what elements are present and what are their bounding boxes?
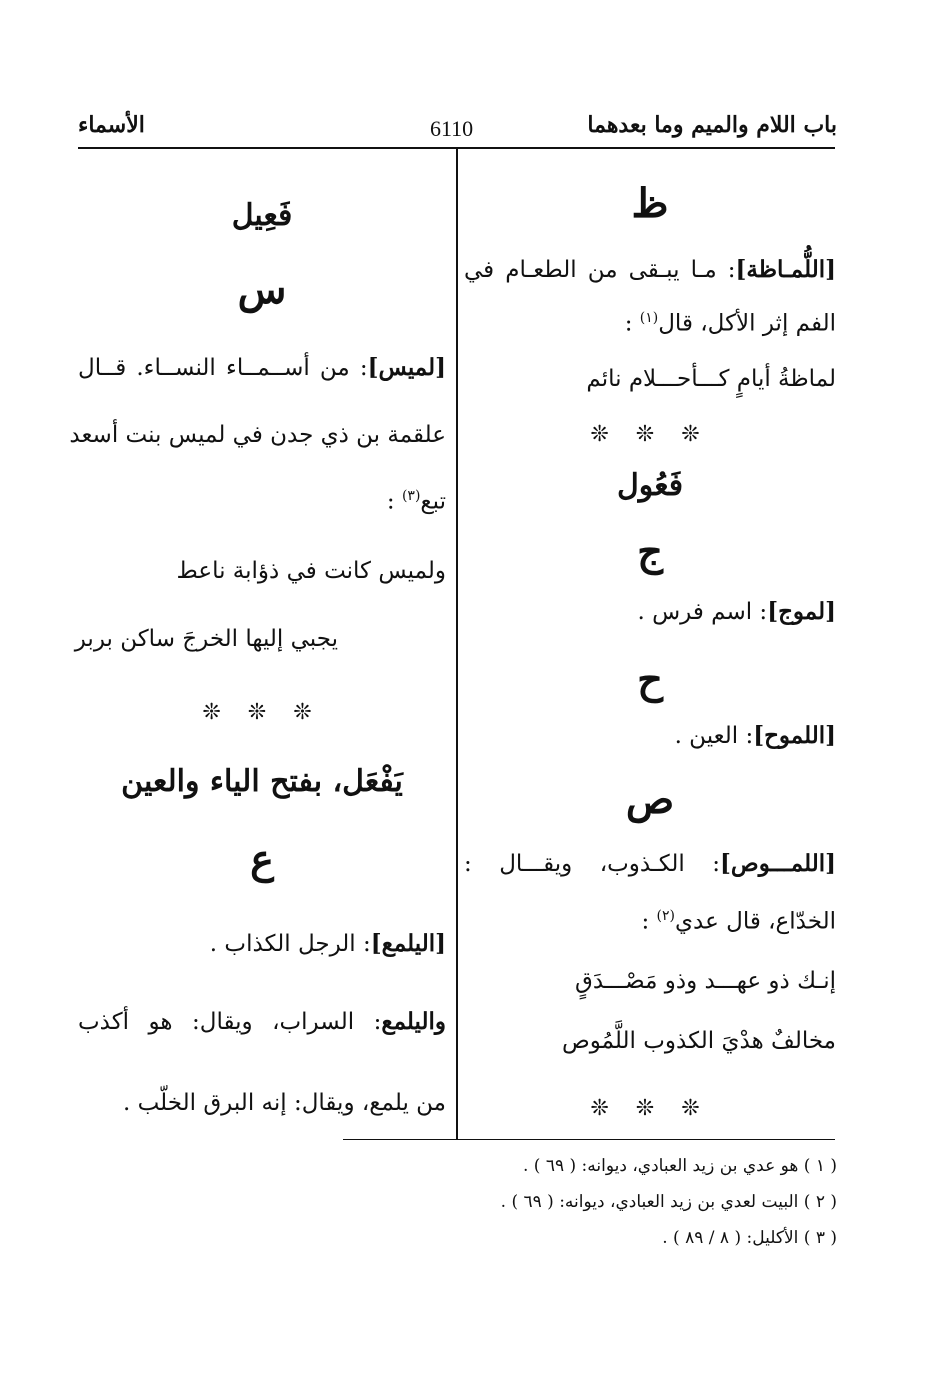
entry-headword: [اللُّمـاظة] (735, 256, 836, 283)
entry-line (464, 850, 836, 877)
verse-line: ولميس كانت في ذؤابة ناعط (176, 558, 446, 584)
column-divider (456, 148, 458, 1140)
entry-headword: [اليلمع] (370, 930, 446, 957)
entry-text: : (641, 908, 657, 935)
letter-heading: س (237, 266, 287, 313)
entry-line (464, 722, 836, 749)
entry-line (464, 310, 836, 337)
entry-line (78, 354, 446, 381)
entry-line (78, 1008, 446, 1035)
letter-heading: ع (250, 836, 274, 883)
letter-heading: ظ (631, 180, 669, 227)
entry-text: : اسم فرس . (637, 599, 768, 625)
verse-line: مخالفٌ هدْيَ الكذوب اللَّمُوص (561, 1028, 836, 1054)
verse-line: إنـك ذو عهـــد وذو مَصْـــدَقٍ (575, 968, 836, 994)
footnote: ( ٣ ) الأكليل: ( ٨ / ٨٩ ) . (662, 1228, 837, 1248)
section-separator: ❊ ❊ ❊ (202, 700, 322, 725)
entry-text: تبع (420, 488, 446, 515)
entry-line: علقمة بن ذي جدن في لميس بنت أسعد (69, 422, 446, 448)
section-separator: ❊ ❊ ❊ (590, 422, 710, 447)
running-header-section: الأسماء (78, 112, 145, 138)
section-separator: ❊ ❊ ❊ (590, 1096, 710, 1121)
entry-headword: [اللمـــوص] (720, 850, 836, 877)
entry-line (464, 598, 836, 625)
entry-headword: [لموج] (767, 598, 836, 625)
entry-line (78, 930, 446, 957)
entry-headword: واليلمع (381, 1008, 446, 1035)
page-number: 6110 (430, 116, 474, 141)
running-header-chapter: باب اللام والميم وما بعدهما (587, 112, 837, 138)
letter-heading: ح (637, 656, 663, 703)
entry-text: : (386, 488, 402, 515)
footnote-rule (343, 1139, 835, 1140)
entry-line (464, 908, 836, 935)
entry-text: : العين . (674, 723, 754, 749)
footnote-marker: (١) (639, 310, 659, 326)
entry-line (78, 488, 446, 515)
entry-text: : مـا يبـقى من الطعـام في (464, 257, 736, 283)
entry-text: : الرجل الكذاب . (209, 931, 371, 957)
pattern-heading: فَعِيل (231, 198, 293, 233)
footnote-marker: (٢) (656, 908, 675, 924)
entry-line: من يلمع، ويقال: إنه البرق الخلّب . (122, 1090, 446, 1116)
entry-headword: [لميس] (367, 354, 446, 381)
entry-text: الخدّاع، قال عدي (675, 908, 836, 935)
entry-line (464, 256, 836, 283)
footnote-marker: (٣) (401, 488, 421, 504)
entry-text: الفم إثر الأكل، قال (658, 310, 836, 337)
footnote: ( ٢ ) البيت لعدي بن زيد العبادي، ديوانه: ( ٦٩ ) . (500, 1192, 837, 1212)
entry-text: : (624, 310, 640, 337)
entry-headword: [اللموح] (753, 722, 836, 749)
footnote: ( ١ ) هو عدي بن زيد العبادي، ديوانه: ( ٦٩ ) . (522, 1156, 837, 1176)
entry-text: : السراب، ويقال: هو أكذب (78, 1009, 382, 1035)
verse-line: لماظةُ أيامٍ كـــأحـــلام نائم (586, 366, 836, 392)
letter-heading: ص (625, 776, 675, 823)
entry-text: : الكـذوب، ويقـــال : (464, 851, 721, 877)
verse-line: يجبي إليها الخرجَ ساكن بربر (74, 626, 338, 652)
letter-heading: ج (637, 528, 663, 575)
pattern-heading: يَفْعَل، بفتح الياء والعين (121, 764, 403, 799)
pattern-heading: فَعُول (616, 468, 684, 503)
entry-text: : من أســمــاء النســاء. قــال (78, 355, 368, 381)
